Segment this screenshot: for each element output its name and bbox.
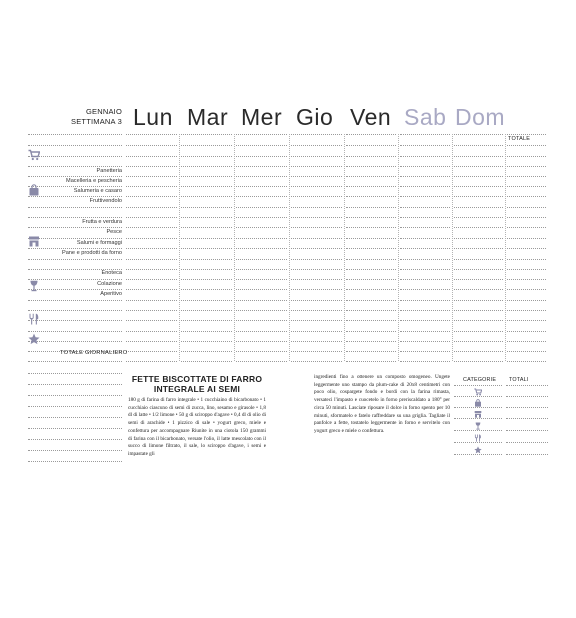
store-icon <box>474 410 482 418</box>
cell-row-line <box>291 238 342 239</box>
cell-row-line <box>126 310 177 311</box>
cell-row-line <box>507 259 546 260</box>
label-row-line <box>28 310 122 311</box>
summary-row-line <box>506 454 548 455</box>
cell-row-line <box>400 134 450 135</box>
cell-row-line <box>291 145 342 146</box>
day-header-gio: Gio <box>296 104 334 130</box>
label-row-line <box>28 259 122 260</box>
cell-row-line <box>126 361 177 362</box>
cell-row-line <box>291 269 342 270</box>
cell-row-line <box>400 166 450 167</box>
cell-row-line <box>181 207 232 208</box>
cell-row-line <box>126 248 177 249</box>
cell-row-line <box>346 331 396 332</box>
cell-row-line <box>236 289 287 290</box>
cell-row-line <box>507 269 546 270</box>
cell-row-line <box>291 310 342 311</box>
cell-row-line <box>126 145 177 146</box>
cell-row-line <box>507 227 546 228</box>
category-pesce: Pesce <box>106 229 122 235</box>
cell-row-line <box>126 320 177 321</box>
cell-row-line <box>346 289 396 290</box>
cell-row-line <box>507 196 546 197</box>
cell-row-line <box>400 269 450 270</box>
cell-row-line <box>291 320 342 321</box>
label-row-line <box>28 331 122 332</box>
category-salumeria: Salumeria e casaro <box>73 188 122 194</box>
cell-row-line <box>400 341 450 342</box>
cell-row-line <box>346 176 396 177</box>
cell-row-line <box>400 331 450 332</box>
cell-row-line <box>454 145 503 146</box>
cell-row-line <box>507 351 546 352</box>
category-colazione: Colazione <box>97 281 122 287</box>
cart-icon <box>28 149 40 161</box>
label-row-line <box>28 217 122 218</box>
day-header-lun: Lun <box>133 104 173 130</box>
cell-row-line <box>400 361 450 362</box>
cell-row-line <box>346 320 396 321</box>
cell-row-line <box>291 248 342 249</box>
notes-line <box>28 417 122 418</box>
cell-row-line <box>346 300 396 301</box>
cell-row-line <box>400 238 450 239</box>
label-row-line <box>28 227 122 228</box>
cell-row-line <box>507 176 546 177</box>
cell-row-line <box>236 320 287 321</box>
cell-row-line <box>400 248 450 249</box>
totale-column-label: TOTALE <box>508 136 531 142</box>
cell-row-line <box>181 361 232 362</box>
column-separator <box>179 134 180 361</box>
cell-row-line <box>346 186 396 187</box>
cell-row-line <box>236 279 287 280</box>
cell-row-line <box>346 156 396 157</box>
cell-row-line <box>236 361 287 362</box>
cell-row-line <box>346 361 396 362</box>
label-row-line <box>28 176 122 177</box>
cell-row-line <box>507 156 546 157</box>
cell-row-line <box>291 186 342 187</box>
column-separator <box>505 134 506 361</box>
star-icon <box>28 333 40 345</box>
cell-row-line <box>181 310 232 311</box>
cell-row-line <box>126 289 177 290</box>
cell-row-line <box>236 331 287 332</box>
cell-row-line <box>181 196 232 197</box>
cell-row-line <box>291 156 342 157</box>
cell-row-line <box>400 196 450 197</box>
cell-row-line <box>291 331 342 332</box>
category-macelleria: Macelleria e pescheria <box>66 178 122 184</box>
notes-line <box>28 373 122 374</box>
summary-row-line <box>506 442 548 443</box>
cell-row-line <box>454 269 503 270</box>
cell-row-line <box>181 166 232 167</box>
cell-row-line <box>126 269 177 270</box>
month-label: GENNAIO <box>86 107 122 116</box>
cell-row-line <box>507 331 546 332</box>
cell-row-line <box>346 269 396 270</box>
day-header-sab: Sab <box>404 104 447 130</box>
day-header-mar: Mar <box>187 104 229 130</box>
column-separator <box>234 134 235 361</box>
summary-row-line <box>506 396 548 397</box>
cell-row-line <box>181 156 232 157</box>
summary-row-line <box>506 418 548 419</box>
category-frutta-verdura: Frutta e verdura <box>82 219 122 225</box>
cell-row-line <box>346 207 396 208</box>
cell-row-line <box>126 166 177 167</box>
cell-row-line <box>454 217 503 218</box>
cell-row-line <box>126 156 177 157</box>
cell-row-line <box>236 166 287 167</box>
bag-icon <box>474 399 482 407</box>
category-panetteria: Panetteria <box>96 168 122 174</box>
label-row-line <box>28 156 122 157</box>
label-row-line <box>28 300 122 301</box>
cell-row-line <box>507 238 546 239</box>
cell-row-line <box>454 207 503 208</box>
label-row-line <box>28 238 122 239</box>
category-aperitivo: Aperitivo <box>100 291 122 297</box>
week-header <box>71 107 122 127</box>
cell-row-line <box>181 351 232 352</box>
label-row-line <box>28 361 122 362</box>
category-pane: Pane e prodotti da forno <box>61 250 122 256</box>
cell-row-line <box>291 259 342 260</box>
cell-row-line <box>346 217 396 218</box>
notes-line <box>28 461 122 462</box>
cell-row-line <box>346 238 396 239</box>
cell-row-line <box>507 310 546 311</box>
cell-row-line <box>236 186 287 187</box>
cell-row-line <box>400 217 450 218</box>
cell-row-line <box>236 238 287 239</box>
cell-row-line <box>454 320 503 321</box>
cell-row-line <box>236 145 287 146</box>
summary-row-line <box>454 430 502 431</box>
cell-row-line <box>454 227 503 228</box>
cell-row-line <box>346 248 396 249</box>
cell-row-line <box>126 331 177 332</box>
cell-row-line <box>507 134 546 135</box>
cell-row-line <box>126 227 177 228</box>
notes-line <box>28 428 122 429</box>
cell-row-line <box>291 341 342 342</box>
cell-row-line <box>236 300 287 301</box>
cell-row-line <box>400 186 450 187</box>
cell-row-line <box>126 217 177 218</box>
cell-row-line <box>454 166 503 167</box>
label-row-line <box>28 320 122 321</box>
label-row-line <box>28 289 122 290</box>
summary-categorie-header: CATEGORIE <box>463 377 497 383</box>
cell-row-line <box>291 217 342 218</box>
cell-row-line <box>507 361 546 362</box>
cell-row-line <box>291 351 342 352</box>
summary-row-line <box>454 385 502 386</box>
notes-line <box>28 384 122 385</box>
cell-row-line <box>291 207 342 208</box>
cell-row-line <box>236 176 287 177</box>
cell-row-line <box>346 341 396 342</box>
cell-row-line <box>346 196 396 197</box>
cell-row-line <box>507 248 546 249</box>
cell-row-line <box>126 300 177 301</box>
cell-row-line <box>181 331 232 332</box>
cell-row-line <box>181 300 232 301</box>
cell-row-line <box>291 289 342 290</box>
cell-row-line <box>454 300 503 301</box>
cell-row-line <box>181 134 232 135</box>
cell-row-line <box>236 207 287 208</box>
notes-line <box>28 450 122 451</box>
notes-line <box>28 439 122 440</box>
cell-row-line <box>126 186 177 187</box>
label-row-line <box>28 248 122 249</box>
cell-row-line <box>126 351 177 352</box>
cell-row-line <box>454 186 503 187</box>
cell-row-line <box>454 331 503 332</box>
cell-row-line <box>454 310 503 311</box>
cell-row-line <box>181 238 232 239</box>
cell-row-line <box>236 269 287 270</box>
recipe-body: 180 g di farina di farro integrale • 1 cucchiaino di bicarbonato • 1 cucchiaio ciascuno di semi di zucca, lino, sesamo e girasole • 1,8 dl di latte • 1/2 limone • 50 g di sciroppo d'agave • 0,4 dl di olio di semi di arachide • 1 pizzico di sale • yogurt greco, miele e confettura per accompagnare Riunite in una ciotola 150 grammi di farina con il bicarbonato, versate l'olio, il latte mescolato con il succo di limone filtrato, il sale, lo sciroppo d'agave, i semi e impastate gli <box>128 397 266 457</box>
summary-row-line <box>454 454 502 455</box>
day-header-mer: Mer <box>241 104 283 130</box>
cell-row-line <box>400 351 450 352</box>
cell-row-line <box>454 259 503 260</box>
store-icon <box>28 235 40 247</box>
cell-row-line <box>181 227 232 228</box>
cell-row-line <box>291 196 342 197</box>
column-separator <box>452 134 453 361</box>
cell-row-line <box>291 166 342 167</box>
cell-row-line <box>126 279 177 280</box>
cell-row-line <box>181 320 232 321</box>
column-separator <box>289 134 290 361</box>
label-row-line <box>28 145 122 146</box>
cell-row-line <box>346 134 396 135</box>
label-row-line <box>28 207 122 208</box>
week-label: SETTIMANA 3 <box>71 117 122 126</box>
cell-row-line <box>454 176 503 177</box>
category-salumi-formaggi: Salumi e formaggi <box>76 240 122 246</box>
totale-giornaliero-label: TOTALE GIORNALIERO <box>60 350 128 356</box>
column-separator <box>398 134 399 361</box>
label-row-line <box>28 341 122 342</box>
cell-row-line <box>291 227 342 228</box>
cell-row-line <box>126 207 177 208</box>
cutlery-icon <box>474 434 482 442</box>
summary-row-line <box>454 396 502 397</box>
cell-row-line <box>181 217 232 218</box>
notes-line <box>28 406 122 407</box>
cell-row-line <box>291 134 342 135</box>
cutlery-icon <box>28 313 40 325</box>
cell-row-line <box>400 176 450 177</box>
cell-row-line <box>126 176 177 177</box>
category-enoteca: Enoteca <box>101 270 122 276</box>
cell-row-line <box>236 196 287 197</box>
cell-row-line <box>507 166 546 167</box>
cell-row-line <box>181 279 232 280</box>
cell-row-line <box>291 361 342 362</box>
cell-row-line <box>126 259 177 260</box>
cell-row-line <box>400 310 450 311</box>
cell-row-line <box>181 248 232 249</box>
label-row-line <box>28 186 122 187</box>
summary-totali-header: TOTALI <box>509 377 529 383</box>
summary-row-line <box>454 418 502 419</box>
cell-row-line <box>126 134 177 135</box>
day-header-dom: Dom <box>455 104 506 130</box>
cell-row-line <box>400 289 450 290</box>
cell-row-line <box>507 145 546 146</box>
notes-line <box>28 395 122 396</box>
cell-row-line <box>126 341 177 342</box>
cell-row-line <box>236 341 287 342</box>
cell-row-line <box>291 279 342 280</box>
wine-glass-icon <box>474 422 482 430</box>
cell-row-line <box>181 341 232 342</box>
cell-row-line <box>454 156 503 157</box>
cell-row-line <box>507 341 546 342</box>
cell-row-line <box>181 176 232 177</box>
label-row-line <box>28 196 122 197</box>
summary-row-line <box>506 407 548 408</box>
cell-row-line <box>454 289 503 290</box>
recipe-title: FETTE BISCOTTATE DI FARRO INTEGRALE AI SEMI <box>131 374 263 394</box>
cell-row-line <box>181 145 232 146</box>
cell-row-line <box>181 289 232 290</box>
day-header-ven: Ven <box>350 104 392 130</box>
cell-row-line <box>400 279 450 280</box>
cell-row-line <box>236 134 287 135</box>
recipe-body-continued: ingredienti fino a ottenere un composto omogeneo. Ungete leggermente uno stampo da plum-cake di 20x8 centimetri con poco olio, cospargete fondo e bordi con la farina rimasta, versateci l'impasto e cuocetelo in forno preriscaldato a 180° per circa 50 minuti. Lasciate riposare il dolce in forno spento per 10 minuti, sformatelo e fatelo raffreddare su una griglia. Tagliate il panfolce a fette, tostatelo leggermente in forno e servitelo con yogurt greco e miele o confettura. <box>314 374 450 434</box>
summary-row-line <box>506 430 548 431</box>
cell-row-line <box>454 279 503 280</box>
summary-row-line <box>506 385 548 386</box>
cell-row-line <box>236 248 287 249</box>
cell-row-line <box>346 259 396 260</box>
cell-row-line <box>126 196 177 197</box>
cell-row-line <box>181 259 232 260</box>
cell-row-line <box>346 279 396 280</box>
cell-row-line <box>507 300 546 301</box>
cell-row-line <box>400 259 450 260</box>
cell-row-line <box>454 134 503 135</box>
cell-row-line <box>236 259 287 260</box>
column-separator <box>344 134 345 361</box>
star-icon <box>474 446 482 454</box>
cell-row-line <box>507 279 546 280</box>
cell-row-line <box>507 207 546 208</box>
cell-row-line <box>236 156 287 157</box>
category-fruttivendolo: Fruttivendolo <box>89 198 122 204</box>
cell-row-line <box>507 320 546 321</box>
cell-row-line <box>507 186 546 187</box>
label-row-line <box>28 279 122 280</box>
cell-row-line <box>400 207 450 208</box>
label-row-line <box>28 134 122 135</box>
cell-row-line <box>454 361 503 362</box>
cell-row-line <box>291 300 342 301</box>
cell-row-line <box>236 227 287 228</box>
label-row-line <box>28 166 122 167</box>
summary-row-line <box>454 442 502 443</box>
cell-row-line <box>454 248 503 249</box>
cell-row-line <box>400 145 450 146</box>
cell-row-line <box>454 196 503 197</box>
cell-row-line <box>454 238 503 239</box>
cell-row-line <box>181 186 232 187</box>
cell-row-line <box>346 166 396 167</box>
cell-row-line <box>291 176 342 177</box>
cell-row-line <box>346 145 396 146</box>
cell-row-line <box>400 300 450 301</box>
cell-row-line <box>236 310 287 311</box>
cell-row-line <box>236 351 287 352</box>
cell-row-line <box>400 156 450 157</box>
cell-row-line <box>507 289 546 290</box>
cell-row-line <box>346 227 396 228</box>
cell-row-line <box>346 351 396 352</box>
summary-row-line <box>454 407 502 408</box>
cell-row-line <box>346 310 396 311</box>
cell-row-line <box>181 269 232 270</box>
cart-icon <box>474 388 482 396</box>
wine-glass-icon <box>28 280 40 292</box>
cell-row-line <box>236 217 287 218</box>
cell-row-line <box>400 320 450 321</box>
bag-icon <box>28 184 40 196</box>
cell-row-line <box>507 217 546 218</box>
cell-row-line <box>454 351 503 352</box>
cell-row-line <box>454 341 503 342</box>
cell-row-line <box>400 227 450 228</box>
cell-row-line <box>126 238 177 239</box>
